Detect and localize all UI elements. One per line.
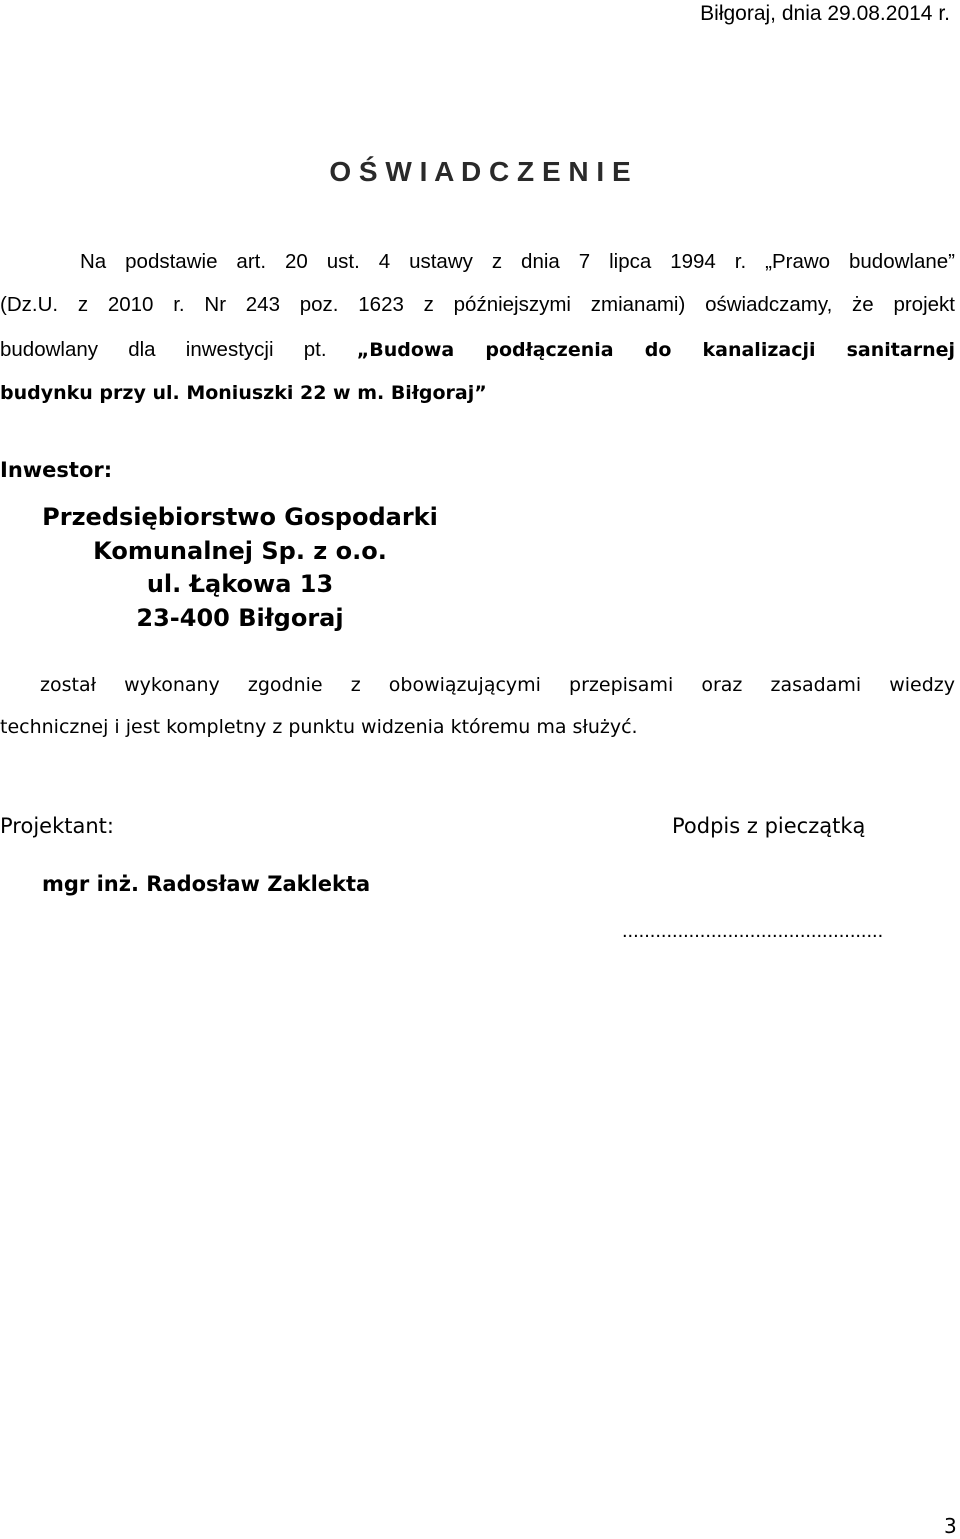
statement-line-1: został wykonany zgodnie z obowiązującymi przepisami oraz zasadami wiedzy: [40, 674, 955, 696]
designer-name: mgr inż. Radosław Zaklekta: [42, 872, 371, 896]
intro-line-3-plain: budowlany dla inwestycji pt.: [0, 338, 327, 361]
intro-line-1: Na podstawie art. 20 ust. 4 ustawy z dnia 7 lipca 1994 r. „Prawo budowlane”: [80, 250, 955, 273]
intro-line-3: [0, 338, 955, 362]
investor-line-1: Przedsiębiorstwo Gospodarki: [42, 503, 438, 531]
designer-label: Projektant:: [0, 814, 114, 838]
document-date: Biłgoraj, dnia 29.08.2014 r.: [700, 2, 950, 25]
statement-line-2: technicznej i jest kompletny z punktu widzenia któremu ma służyć.: [0, 716, 638, 738]
stamp-label: Podpis z pieczątką: [672, 814, 866, 838]
page-number: 3: [944, 1514, 957, 1538]
investor-line-3: ul. Łąkowa 13: [146, 570, 334, 598]
project-title-part-2: budynku przy ul. Moniuszki 22 w m. Biłgoraj”: [0, 382, 487, 404]
intro-line-2: (Dz.U. z 2010 r. Nr 243 poz. 1623 z późniejszymi zmianami) oświadczamy, że projekt: [0, 293, 955, 316]
investor-line-2: Komunalnej Sp. z o.o.: [93, 537, 387, 565]
investor-line-4: 23-400 Biłgoraj: [136, 604, 344, 632]
signature-line: ...............................................: [622, 920, 884, 942]
investor-label: Inwestor:: [0, 458, 113, 482]
project-title-part-1: „Budowa podłączenia do kanalizacji sanitarnej: [356, 339, 955, 361]
document-title: O Ś W I A D C Z E N I E: [329, 156, 631, 187]
